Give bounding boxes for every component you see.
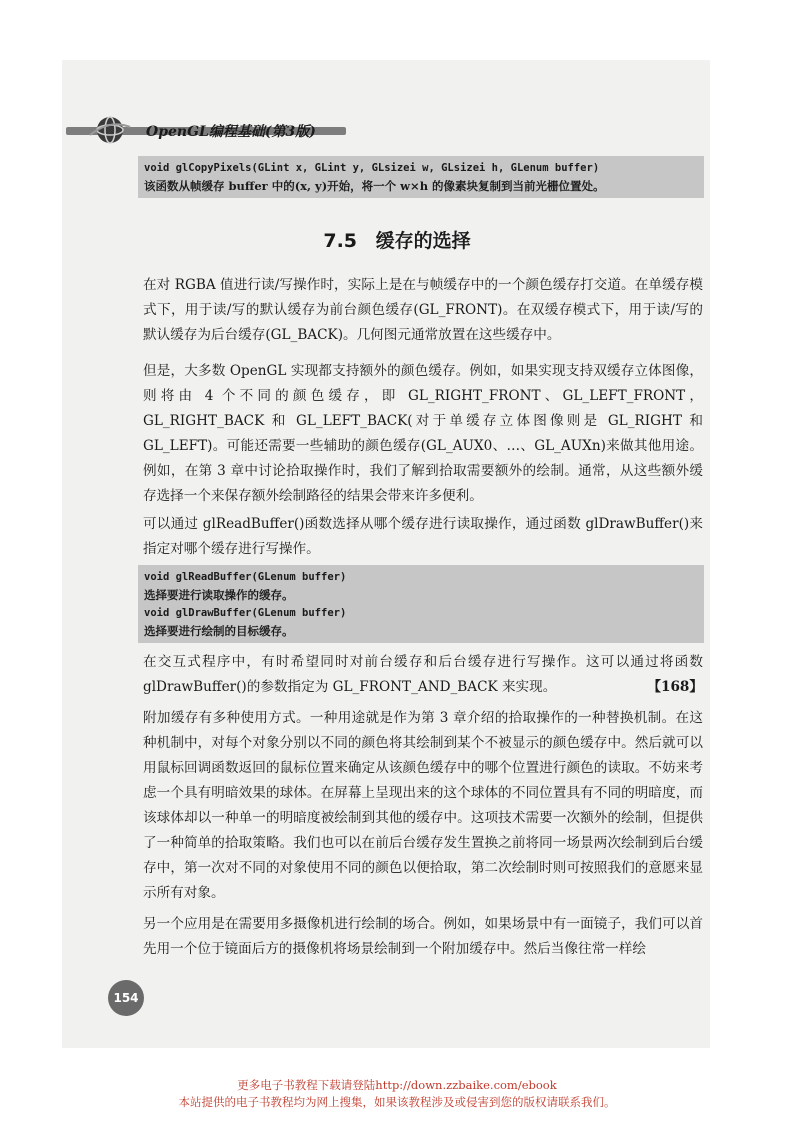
function-signature: void glDrawBuffer(GLenum buffer) (144, 607, 347, 619)
footer-download-line: 更多电子书教程下载请登陆http://down.zzbaike.com/ebook (237, 1078, 557, 1092)
paragraph-text: 在交互式程序中，有时希望同时对前台缓存和后台缓存进行写操作。这可以通过将函数 glDrawBuffer()的参数指定为 GL_FRONT_AND_BACK 来实现。 (143, 654, 703, 695)
code-block-copypixels (138, 156, 704, 198)
function-description: 该函数从帧缓存 buffer 中的(x, y)开始，将一个 w×h 的像素块复制到当前光栅位置处。 (144, 179, 605, 193)
globe-logo-icon (88, 115, 132, 145)
function-signature: void glReadBuffer(GLenum buffer) (144, 571, 347, 583)
footer-copyright-line: 本站提供的电子书教程均为网上搜集，如果该教程涉及或侵害到您的版权请联系我们。 (178, 1095, 616, 1109)
section-heading (0, 226, 794, 253)
page-number: 154 (108, 980, 144, 1016)
paragraph: 但是，大多数 OpenGL 实现都支持额外的颜色缓存。例如，如果实现支持双缓存立体图像，则将由 4 个不同的颜色缓存，即 GL_RIGHT_FRONT、GL_LEFT_FRONT，GL_RIGHT_BACK 和 GL_LEFT_BACK(对于单缓存立体图像则是 GL_RIGHT 和 GL_LEFT)。可能还需要一些辅助的颜色缓存(GL_AUX0、…、GL_AUXn)来做其他用途。例如，在第 3 章中讨论拾取操作时，我们了解到拾取需要额外的绘制。通常，从这些额外缓存选择一个来保存额外绘制路径的结果会带来许多便利。 (143, 363, 703, 504)
code-block-read-draw-buffer (138, 565, 704, 643)
function-description: 选择要进行读取操作的缓存。 (144, 588, 294, 602)
header-title: OpenGL编程基础(第3版) (146, 124, 316, 140)
paragraph: 可以通过 glReadBuffer()函数选择从哪个缓存进行读取操作，通过函数 glDrawBuffer()来指定对哪个缓存进行写操作。 (143, 516, 703, 557)
function-signature: void glCopyPixels(GLint x, GLint y, GLsizei w, GLsizei h, GLenum buffer) (144, 162, 600, 174)
function-description: 选择要进行绘制的目标缓存。 (144, 624, 294, 638)
section-title: 缓存的选择 (375, 230, 471, 252)
section-number: 7.5 (323, 230, 358, 252)
paragraph (143, 650, 703, 700)
paragraph: 另一个应用是在需要用多摄像机进行绘制的场合。例如，如果场景中有一面镜子，我们可以首先用一个位于镜面后方的摄像机将场景绘制到一个附加缓存中。然后当像往常一样绘 (143, 916, 703, 957)
margin-reference: 【168】 (647, 679, 703, 695)
running-header (66, 115, 356, 149)
paragraph: 在对 RGBA 值进行读/写操作时，实际上是在与帧缓存中的一个颜色缓存打交道。在单缓存模式下，用于读/写的默认缓存为前台颜色缓存(GL_FRONT)。在双缓存模式下，用于读/写的默认缓存为后台缓存(GL_BACK)。几何图元通常放置在这些缓存中。 (143, 277, 703, 343)
paragraph: 附加缓存有多种使用方式。一种用途就是作为第 3 章介绍的拾取操作的一种替换机制。在这种机制中，对每个对象分别以不同的颜色将其绘制到某个不被显示的颜色缓存中。然后就可以用鼠标回调函数返回的鼠标位置来确定从该颜色缓存中的哪个位置进行颜色的读取。不妨来考虑一个具有明暗效果的球体。在屏幕上呈现出来的这个球体的不同位置具有不同的明暗度，而该球体却以一种单一的明暗度被绘制到其他的缓存中。这项技术需要一次额外的绘制，但提供了一种简单的拾取策略。我们也可以在前后台缓存发生置换之前将同一场景两次绘制到后台缓存中，第一次对不同的对象使用不同的颜色以便拾取，第二次绘制时则可按照我们的意愿来显示所有对象。 (143, 710, 703, 901)
